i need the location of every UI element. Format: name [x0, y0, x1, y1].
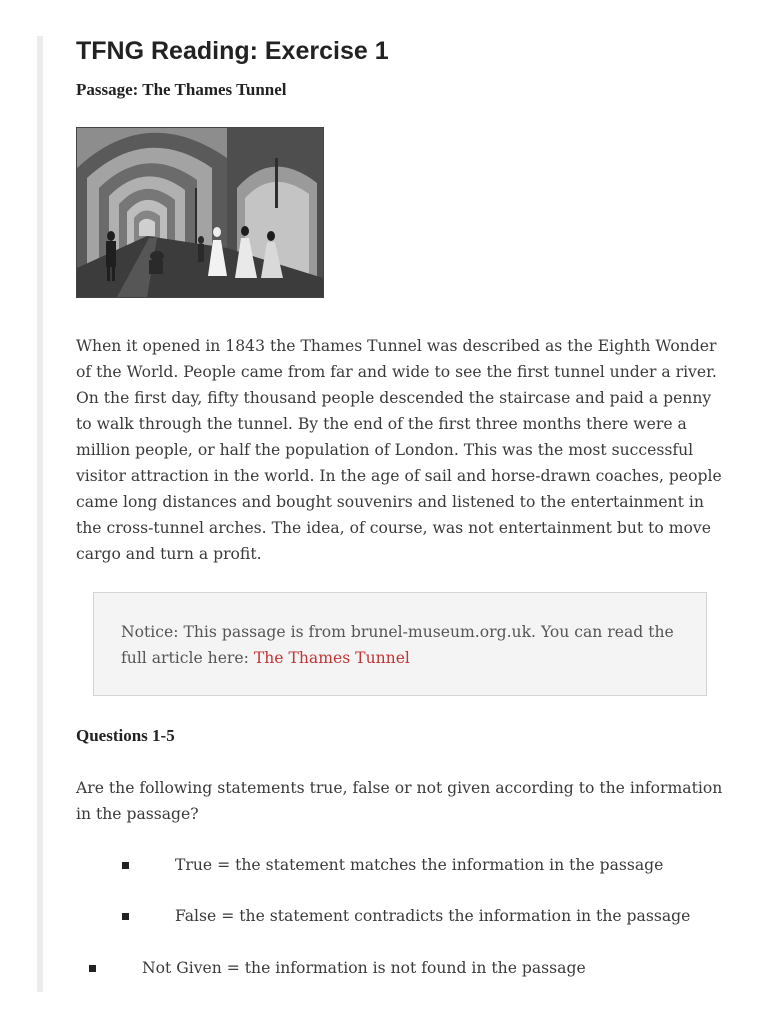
list-item-true: True = the statement matches the information in the passage — [175, 856, 664, 874]
thames-tunnel-illustration — [76, 127, 324, 298]
passage-label: Passage: The Thames Tunnel — [76, 80, 287, 99]
notice-text: Notice: This passage is from brunel-museum.org.uk. You can read the full article here: — [121, 623, 674, 667]
bullet-square-icon — [122, 913, 129, 920]
bullet-square-icon — [122, 862, 129, 869]
notice-box — [93, 592, 707, 696]
questions-heading: Questions 1-5 — [76, 726, 175, 745]
left-border-rule — [37, 36, 43, 992]
list-item-false: False = the statement contradicts the information in the passage — [175, 907, 691, 925]
thames-tunnel-article-link[interactable]: The Thames Tunnel — [253, 649, 410, 667]
instructions-text: Are the following statements true, false or not given according to the information in the passage? — [76, 779, 723, 823]
list-item-not-given: Not Given = the information is not found in the passage — [142, 959, 586, 977]
passage-paragraph: When it opened in 1843 the Thames Tunnel was described as the Eighth Wonder of the World. People came from far and wide to see the first tunnel under a river. On the first day, fifty thousand people descended the staircase and paid a penny to walk through the tunnel. By the end of the first three months there were a million people, or half the population of London. This was the most successful visitor attraction in the world. In the age of sail and horse-drawn coaches, people came long distances and bought souvenirs and listened to the entertainment in the cross-tunnel arches. The idea, of course, was not entertainment but to move cargo and turn a profit. — [76, 337, 722, 563]
bullet-square-icon — [89, 965, 96, 972]
page-title: TFNG Reading: Exercise 1 — [76, 37, 389, 65]
